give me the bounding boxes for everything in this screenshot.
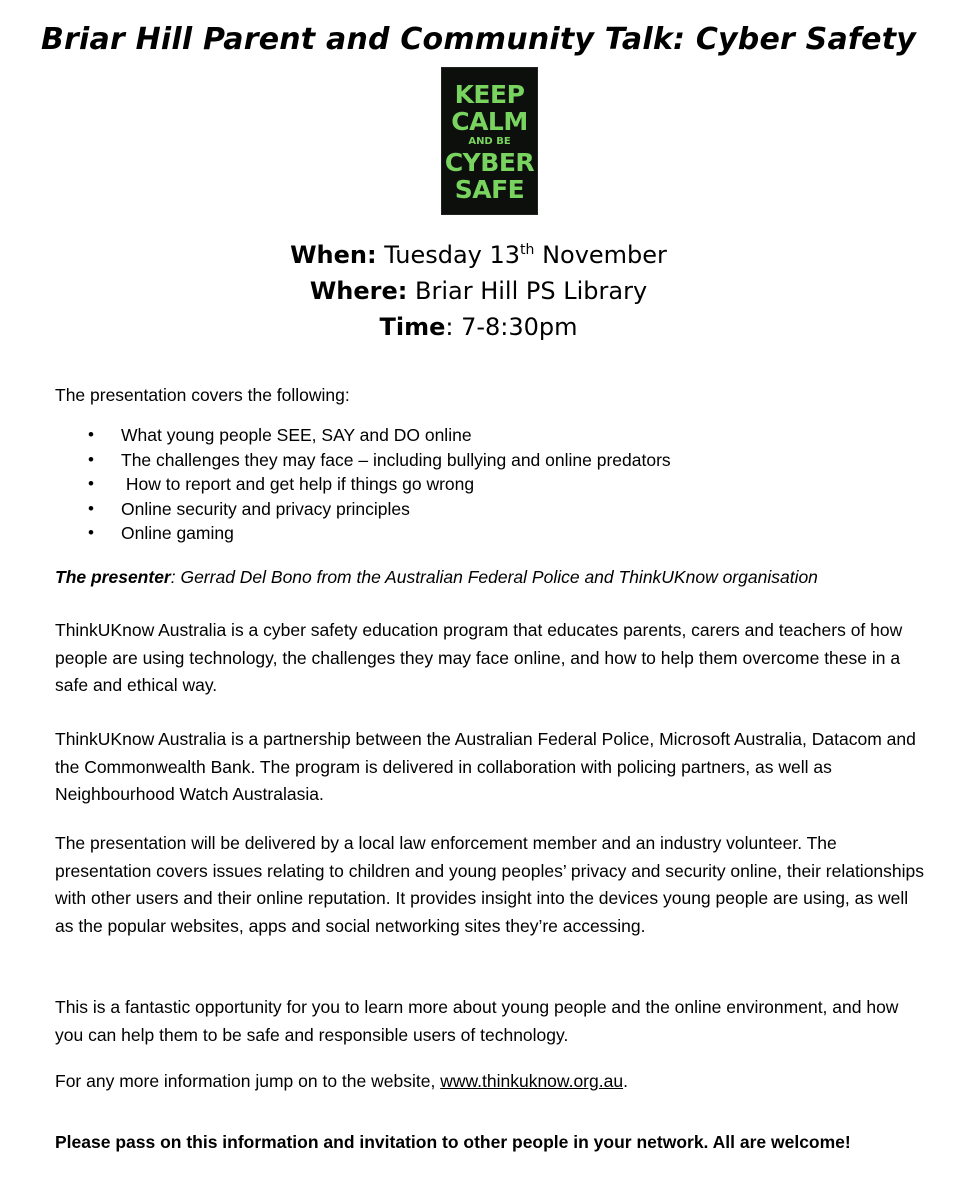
event-when [0,241,957,269]
poster-line-calm: CALM [451,107,528,136]
when-value-sup: th [520,242,535,258]
when-value-post: November [542,241,667,269]
list-item: • Online security and privacy principles [55,497,925,522]
paragraph-delivery: The presentation will be delivered by a local law enforcement member and an industry volunteer. The presentation covers issues relating to children and young peoples’ privacy and security online, their relationships with other users and their online reputation. It provides insight into the devices young people are using, as well as the popular websites, apps and social networking sites they’re accessing. [55,833,925,936]
covers-intro: The presentation covers the following: [55,385,350,405]
list-item: • What young people SEE, SAY and DO online [55,423,925,448]
event-time [0,313,957,341]
paragraph-program: ThinkUKnow Australia is a cyber safety education program that educates parents, carers and teachers of how people are using technology, the challenges they may face online, and how to help them overcome these in a safe and ethical way. [55,620,903,695]
presenter-label: The presenter [55,567,171,587]
closing-invitation: Please pass on this information and invitation to other people in your network. All are welcome! [55,1132,851,1152]
poster-line-keep: KEEP [454,80,525,109]
poster-line-and-be: AND BE [468,136,511,147]
paragraph-partnership: ThinkUKnow Australia is a partnership between the Australian Federal Police, Microsoft Australia, Datacom and the Commonwealth Bank. The program is delivered in collaboration with policing partners, as well as Neighbourhood Watch Australasia. [55,729,916,804]
when-value-pre: Tuesday 13 [384,241,521,269]
time-label: Time [379,313,446,341]
poster-line-safe: SAFE [454,175,525,204]
covers-list [55,423,925,546]
keep-calm-poster [441,67,538,215]
list-item: • The challenges they may face – including bullying and online predators [55,448,925,473]
website-link[interactable]: www.thinkuknow.org.au [440,1071,624,1091]
more-info-text: For any more information jump on to the website, [55,1071,441,1091]
list-item: • How to report and get help if things go wrong [55,472,925,497]
time-value: : 7-8:30pm [445,313,578,341]
list-item: • Online gaming [55,521,925,546]
page-title: Briar Hill Parent and Community Talk: Cyber Safety [40,22,917,57]
when-label: When: [290,241,377,269]
presenter-text: : Gerrad Del Bono from the Australian Federal Police and ThinkUKnow organisation [170,567,818,587]
where-value: Briar Hill PS Library [415,277,648,305]
where-label: Where: [309,277,408,305]
presenter-line [55,564,925,592]
poster-line-cyber: CYBER [444,148,535,177]
more-info-line [55,1068,925,1096]
paragraph-opportunity: This is a fantastic opportunity for you to learn more about young people and the online environment, and how you can help them to be safe and responsible users of technology. [55,997,899,1045]
event-where [0,277,957,305]
more-info-after: . [623,1071,628,1091]
